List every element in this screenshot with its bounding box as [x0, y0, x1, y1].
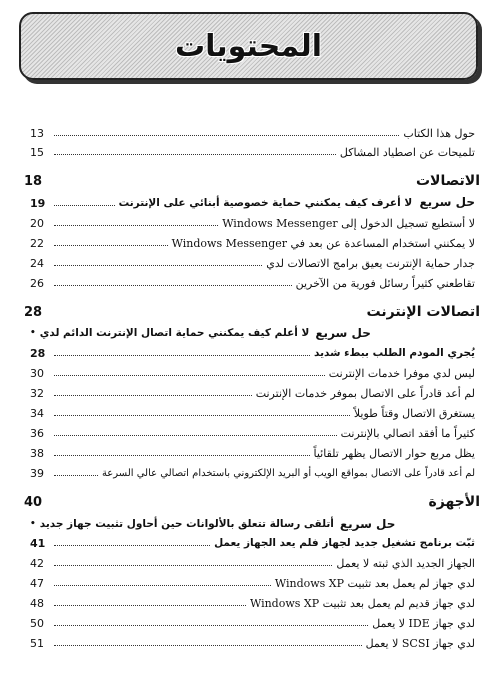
section-title: الأجهزة — [428, 494, 480, 510]
dot-leader — [54, 565, 332, 566]
dot-leader — [54, 225, 218, 226]
toc-entry[interactable] — [30, 554, 475, 570]
section-heading-internet-connections[interactable] — [24, 303, 480, 321]
section-page: 40 — [24, 494, 43, 510]
quick-fix-subheading[interactable] — [30, 325, 475, 341]
section-heading-devices[interactable] — [24, 493, 480, 511]
dot-leader — [54, 395, 252, 396]
toc-entry[interactable] — [30, 444, 475, 460]
toc-entry-text: حول هذا الكتاب — [403, 127, 475, 140]
toc-entry[interactable] — [30, 404, 475, 420]
section-heading-communications[interactable] — [24, 172, 480, 190]
toc-entry-page: 30 — [30, 367, 44, 380]
dot-leader — [54, 355, 310, 356]
section-page: 18 — [24, 173, 43, 189]
dot-leader — [54, 475, 98, 476]
toc-entry-page: 48 — [30, 597, 44, 610]
toc-entry-page: 22 — [30, 237, 44, 250]
toc-entry-text: ليس لدي موفرا خدمات الإنترنت — [328, 367, 475, 380]
quick-fix-text: لا أعلم كيف يمكنني حماية اتصال الإنترنت الدائم لدي — [39, 327, 310, 339]
dot-leader — [54, 375, 325, 376]
toc-entry-page: 51 — [30, 637, 44, 650]
toc-entry[interactable] — [30, 594, 475, 610]
toc-entry[interactable] — [30, 534, 475, 550]
toc-entry-page: 38 — [30, 447, 44, 460]
toc-entry-text: يظل مربع حوار الاتصال يظهر تلقائياً — [313, 447, 475, 460]
toc-entry-text — [119, 196, 475, 210]
toc-entry-page: 28 — [30, 347, 46, 360]
toc-entry-text: لدي جهاز لم يعمل بعد تثبيت Windows XP — [274, 577, 475, 590]
dot-leader — [54, 455, 310, 456]
toc-entry-text: لدي جهاز IDE لا يعمل — [372, 617, 475, 630]
dot-leader — [54, 245, 168, 246]
toc-entry-text: تلميحات عن اصطياد المشاكل — [339, 146, 475, 159]
toc-entry-page: 50 — [30, 617, 44, 630]
toc-entry-page: 13 — [30, 127, 44, 140]
toc-entry-page: 34 — [30, 407, 44, 420]
dot-leader — [54, 154, 336, 155]
toc-entry[interactable] — [30, 384, 475, 400]
toc-entry[interactable] — [30, 143, 475, 159]
toc-entry[interactable] — [30, 364, 475, 380]
toc-entry-page: 42 — [30, 557, 44, 570]
section-title: اتصالات الإنترنت — [366, 304, 480, 320]
toc-entry[interactable] — [30, 464, 475, 480]
dot-leader — [54, 645, 362, 646]
toc-entry[interactable] — [30, 344, 475, 360]
toc-entry-page: 15 — [30, 146, 44, 159]
toc-entry-text: كثيراً ما أفقد اتصالي بالإنترنت — [340, 427, 475, 440]
toc-entry-page: 41 — [30, 537, 46, 550]
dot-leader — [54, 415, 350, 416]
toc-entry[interactable] — [30, 234, 475, 250]
dot-leader — [54, 545, 210, 546]
section-title: الاتصالات — [415, 173, 480, 189]
toc-entry-text: يستغرق الاتصال وقتاً طويلاً — [353, 407, 475, 420]
toc-entry-page: 24 — [30, 257, 44, 270]
toc-entry-quick-fix[interactable] — [30, 194, 475, 210]
quick-fix-text: أتلقى رسالة تتعلق بالألوانات حين أحاول تثبيت جهاز جديد — [39, 518, 334, 530]
toc-entry[interactable] — [30, 424, 475, 440]
toc-entry[interactable] — [30, 254, 475, 270]
toc-entry-text: لدي جهاز SCSI لا يعمل — [365, 637, 475, 650]
dot-leader — [54, 285, 292, 286]
dot-leader — [54, 135, 399, 136]
toc-entry-text: لم أعد قادراً على الاتصال بموفر خدمات الإنترنت — [255, 387, 475, 400]
toc-entry-text: لم أعد قادراً على الاتصال بمواقع الويب أو البريد الإلكتروني باستخدام اتصالي عالي السرعة — [101, 468, 475, 479]
toc-entry-text: لا أستطيع تسجيل الدخول إلى Windows Messenger — [222, 217, 475, 230]
toc-entry[interactable] — [30, 574, 475, 590]
quick-fix-subheading[interactable] — [30, 516, 475, 532]
quick-fix-label: حل سريع — [339, 517, 396, 531]
toc-entry[interactable] — [30, 214, 475, 230]
bullet-icon: • — [30, 328, 36, 338]
toc-entry-text: الجهاز الجديد الذي ثبته لا يعمل — [336, 557, 475, 570]
toc-entry-page: 19 — [30, 197, 46, 210]
toc-entry-page: 26 — [30, 277, 44, 290]
toc-entry-page: 36 — [30, 427, 44, 440]
dot-leader — [54, 435, 337, 436]
quick-fix-text: لا أعرف كيف يمكنني حماية خصوصية أبنائي على الإنترنت — [118, 197, 413, 209]
toc-entry[interactable] — [30, 634, 475, 650]
toc-entry-text: ثبّت برنامج تشغيل جديد لجهاز فلم يعد الجهاز يعمل — [214, 537, 475, 549]
section-page: 28 — [24, 304, 43, 320]
dot-leader — [54, 205, 115, 206]
dot-leader — [54, 605, 246, 606]
dot-leader — [54, 625, 368, 626]
page-title: المحتويات — [174, 28, 322, 64]
contents-title-banner — [19, 12, 478, 80]
toc-entry-page: 32 — [30, 387, 44, 400]
toc-entry-text: تقاطعني كثيراً رسائل فورية من الآخرين — [295, 277, 475, 290]
toc-entry-page: 47 — [30, 577, 44, 590]
toc-entry[interactable] — [30, 614, 475, 630]
toc-entry[interactable] — [30, 124, 475, 140]
toc-entry-text: لدي جهاز قديم لم يعمل بعد تثبيت Windows XP — [249, 597, 475, 610]
toc-entry-page: 39 — [30, 467, 44, 480]
toc-entry-text: جدار حماية الإنترنت يعيق برامج الاتصالات لدي — [266, 257, 475, 270]
quick-fix-label: حل سريع — [315, 326, 371, 340]
toc-entry[interactable] — [30, 274, 475, 290]
toc-entry-page: 20 — [30, 217, 44, 230]
quick-fix-label: حل سريع — [419, 195, 475, 209]
bullet-icon: • — [30, 519, 36, 529]
toc-entry-text: لا يمكنني استخدام المساعدة عن بعد في Windows Messenger — [171, 237, 475, 250]
toc-entry-text: يُجري المودم الطلب ببطء شديد — [314, 347, 475, 359]
dot-leader — [54, 265, 262, 266]
dot-leader — [54, 585, 271, 586]
